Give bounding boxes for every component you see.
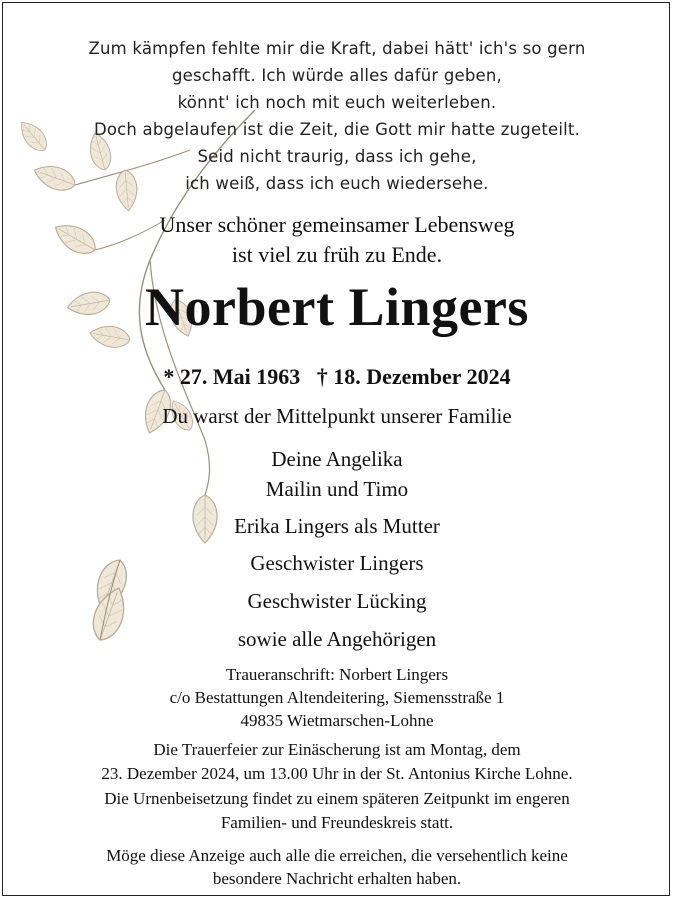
poem-line: Zum kämpfen fehlte mir die Kraft, dabei hätt' ich's so gern (88, 39, 586, 58)
mourner-line: Geschwister Lingers (250, 551, 424, 575)
closing-line: besondere Nachricht erhalten haben. (212, 869, 462, 888)
mourner-line: Mailin und Timo (265, 477, 409, 501)
poem-line: geschafft. Ich würde alles dafür geben, (171, 66, 502, 85)
ceremony-line: Die Trauerfeier zur Einäscherung ist am Montag, dem (153, 740, 521, 759)
address-line: c/o Bestattungen Altendeitering, Siemensstraße 1 (169, 688, 505, 707)
deceased-name: Norbert Lingers (145, 277, 529, 337)
address-line: 49835 Wietmarschen-Lohne (240, 711, 434, 730)
birth-date: * 27. Mai 1963 (163, 364, 301, 389)
intro-line: ist viel zu früh zu Ende. (231, 242, 443, 267)
mourner-line: Erika Lingers als Mutter (234, 514, 440, 538)
address-line: Traueranschrift: Norbert Lingers (225, 665, 449, 684)
ceremony-line: Die Urnenbeisetzung findet zu einem späteren Zeitpunkt im engeren (104, 789, 570, 808)
closing-line: Möge diese Anzeige auch alle die erreichen, die versehentlich keine (106, 846, 568, 865)
mourner-line: Geschwister Lücking (247, 589, 427, 613)
motto: Du warst der Mittelpunkt unserer Familie (162, 404, 512, 428)
ceremony-line: Familien- und Freundeskreis statt. (220, 813, 454, 832)
ceremony-line: 23. Dezember 2024, um 13.00 Uhr in der St. Antonius Kirche Lohne. (101, 764, 573, 783)
mourner-line: Deine Angelika (271, 447, 403, 471)
life-dates (0, 364, 674, 390)
mourner-line: sowie alle Angehörigen (237, 627, 437, 651)
death-date: † 18. Dezember 2024 (316, 364, 511, 389)
poem-line: Seid nicht traurig, dass ich gehe, (197, 147, 477, 166)
poem-line: ich weiß, dass ich euch wiedersehe. (185, 174, 489, 193)
intro-line: Unser schöner gemeinsamer Lebensweg (159, 212, 515, 237)
poem-line: Doch abgelaufen ist die Zeit, die Gott mir hatte zugeteilt. (93, 120, 581, 139)
poem-line: könnt' ich noch mit euch weiterleben. (177, 93, 497, 112)
